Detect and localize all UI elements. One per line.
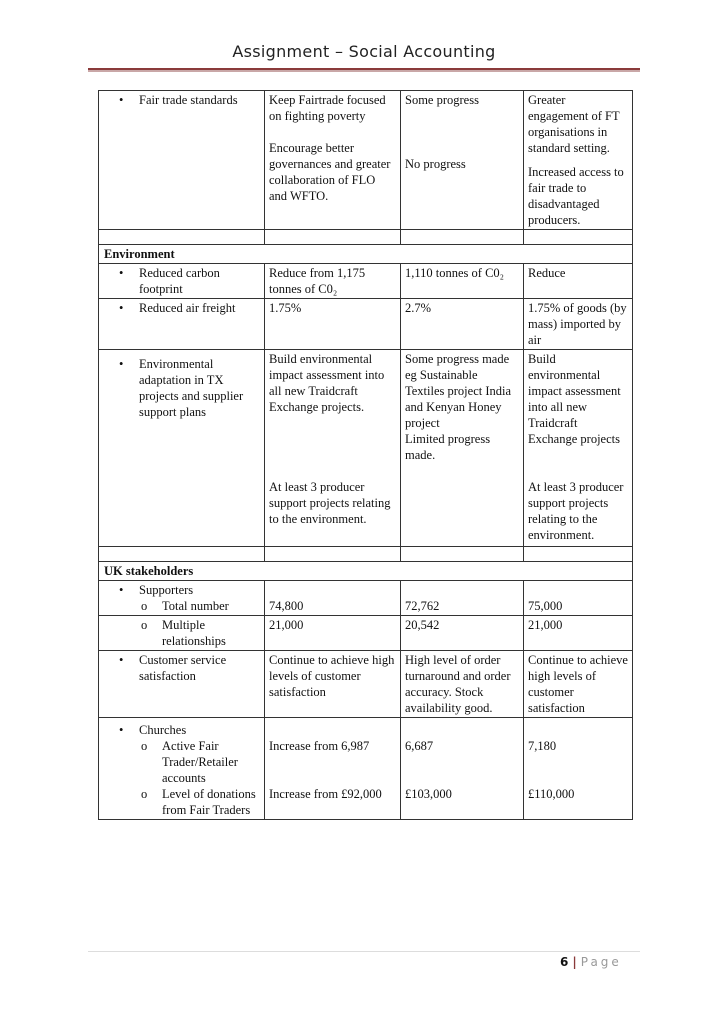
header-rule <box>88 68 640 72</box>
section-title: UK stakeholders <box>99 562 633 581</box>
cell-text: At least 3 producer support projects relating to the environment. <box>528 480 624 542</box>
table-row-fair-trade <box>99 91 633 230</box>
cell-text: No progress <box>405 157 466 171</box>
cell-text: 21,000 <box>524 616 633 651</box>
cell-label <box>99 264 265 299</box>
sub-label: Level of donations from Fair Traders <box>162 787 256 817</box>
cell-label <box>99 651 265 718</box>
page-word: Page <box>580 955 622 969</box>
section-environment <box>99 245 633 264</box>
sub-label: Active Fair Trader/Retailer accounts <box>162 739 238 785</box>
row-label: Environmental adaptation in TX projects and supplier support plans <box>139 357 244 419</box>
table-row-adaptation <box>99 350 633 547</box>
row-label: Reduced carbon footprint <box>139 266 220 296</box>
page-header: Assignment – Social Accounting <box>232 42 496 61</box>
table-row-churches <box>99 718 633 820</box>
cell-next-target <box>524 350 633 547</box>
cell-text: At least 3 producer support projects relating to the environment. <box>269 480 391 526</box>
cell-label <box>99 91 265 230</box>
cell-text: 74,800 <box>269 599 304 613</box>
bullet-icon: • <box>119 301 124 315</box>
cell-next-target <box>524 581 633 616</box>
cell-text: Continue to achieve high levels of customer satisfaction <box>524 651 633 718</box>
cell-progress <box>401 718 524 820</box>
page-separator: | <box>572 955 577 969</box>
cell-target <box>265 581 401 616</box>
cell-label <box>99 718 265 820</box>
cell-text: Reduce from 1,175 tonnes of C0₂ <box>265 264 401 299</box>
section-title: Environment <box>99 245 633 264</box>
cell-progress <box>401 581 524 616</box>
table-row-air-freight <box>99 299 633 350</box>
bullet-icon: • <box>119 266 124 280</box>
table-row-spacer <box>99 547 633 562</box>
cell-text: Limited progress made. <box>405 432 491 462</box>
cell-label <box>99 616 265 651</box>
cell-label <box>99 581 265 616</box>
page-footer <box>560 955 622 969</box>
sub-label: Total number <box>162 599 229 613</box>
cell-text: Some progress made eg Sustainable Textiles project India and Kenyan Honey project <box>405 352 512 430</box>
page-number: 6 <box>560 955 569 969</box>
cell-text: 72,762 <box>405 599 440 613</box>
cell-label <box>99 299 265 350</box>
footer-rule <box>88 951 640 952</box>
cell-text: 1.75% of goods (by mass) imported by air <box>524 299 633 350</box>
cell-text: Keep Fairtrade focused on fighting poverty <box>269 93 386 123</box>
section-uk-stakeholders <box>99 562 633 581</box>
cell-text: 1.75% <box>265 299 401 350</box>
sub-bullet-icon: o <box>141 787 148 801</box>
table-row-multiple-relationships <box>99 616 633 651</box>
cell-text: High level of order turnaround and order accuracy. Stock availability good. <box>401 651 524 718</box>
cell-next-target <box>524 718 633 820</box>
table-row-spacer <box>99 230 633 245</box>
table-row-carbon <box>99 264 633 299</box>
cell-progress <box>401 350 524 547</box>
cell-target <box>265 718 401 820</box>
row-label: Customer service satisfaction <box>139 653 227 683</box>
cell-text: 2.7% <box>401 299 524 350</box>
cell-next-target <box>524 91 633 230</box>
bullet-icon: • <box>119 723 124 737</box>
cell-text: 6,687 <box>405 739 434 753</box>
cell-target <box>265 91 401 230</box>
cell-text: 20,542 <box>401 616 524 651</box>
row-label: Reduced air freight <box>139 301 236 315</box>
bullet-icon: • <box>119 93 124 107</box>
cell-text: 1,110 tonnes of C0₂ <box>401 264 524 299</box>
cell-text: 7,180 <box>528 739 557 753</box>
row-label: Churches <box>139 723 187 737</box>
sub-bullet-icon: o <box>141 599 148 613</box>
cell-text: £110,000 <box>528 787 575 801</box>
cell-text: 75,000 <box>528 599 563 613</box>
cell-text: Increased access to fair trade to disadvantaged producers. <box>528 165 624 227</box>
cell-text: £103,000 <box>405 787 452 801</box>
sub-bullet-icon: o <box>141 618 148 632</box>
cell-text: Continue to achieve high levels of customer satisfaction <box>265 651 401 718</box>
bullet-icon: • <box>119 583 124 597</box>
cell-text: Build environmental impact assessment into all new Traidcraft Exchange projects <box>528 352 621 446</box>
cell-text: Encourage better governances and greater collaboration of FLO and WFTO. <box>269 141 391 203</box>
bullet-icon: • <box>119 357 124 371</box>
row-label: Fair trade standards <box>139 93 238 107</box>
cell-text: Greater engagement of FT organisations in standard setting. <box>528 93 620 155</box>
cell-text: Some progress <box>405 93 479 107</box>
cell-text: 21,000 <box>265 616 401 651</box>
objectives-table <box>98 90 633 820</box>
cell-target <box>265 350 401 547</box>
sub-bullet-icon: o <box>141 739 148 753</box>
table-row-customer-service <box>99 651 633 718</box>
cell-text: Build environmental impact assessment into all new Traidcraft Exchange projects. <box>269 352 385 414</box>
sub-label: Multiple relationships <box>162 618 226 648</box>
cell-text: Increase from 6,987 <box>269 739 370 753</box>
cell-text: Reduce <box>524 264 633 299</box>
cell-text: Increase from £92,000 <box>269 787 382 801</box>
row-label: Supporters <box>139 583 194 597</box>
table-row-supporters <box>99 581 633 616</box>
bullet-icon: • <box>119 653 124 667</box>
cell-label <box>99 350 265 547</box>
cell-progress <box>401 91 524 230</box>
